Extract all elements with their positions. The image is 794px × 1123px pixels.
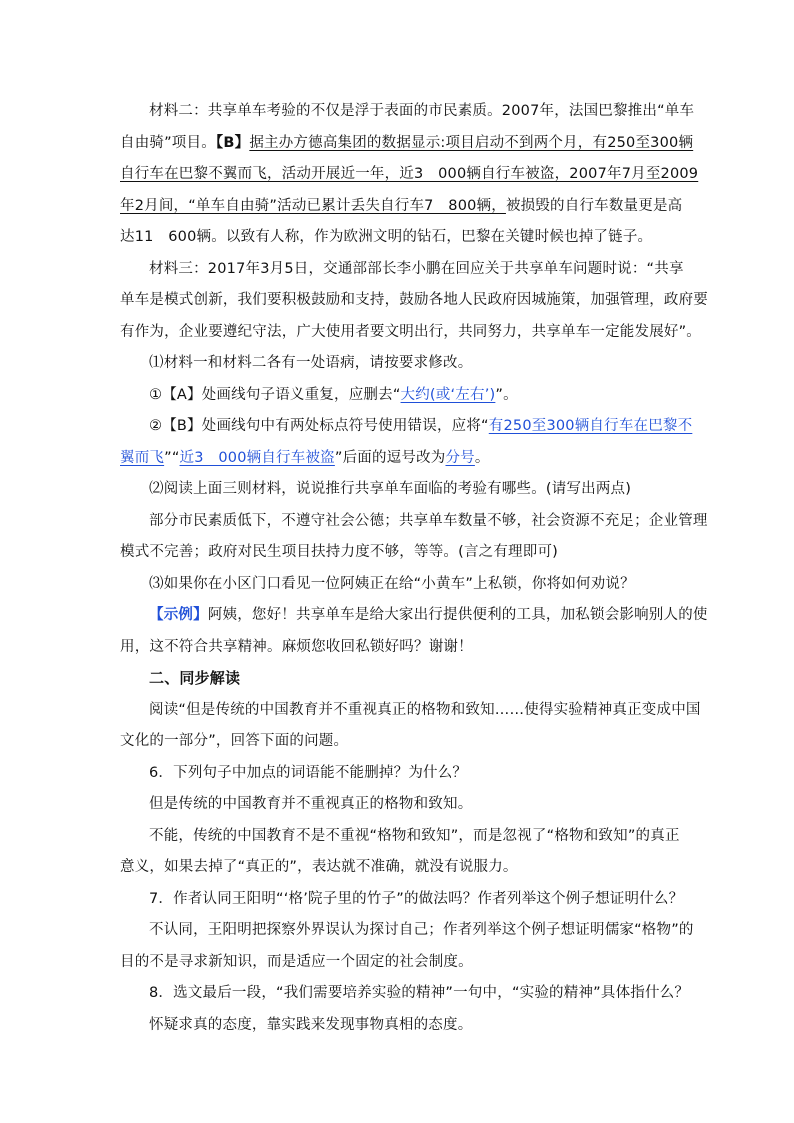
- answer-text: ①【A】处画线句子语义重复，应删去“: [149, 386, 401, 403]
- answer-text: ”。: [495, 386, 518, 403]
- question-text: ⑴材料一和材料二各有一处语病，请按要求修改。: [149, 355, 473, 371]
- answer-text: 意义，如果去掉了“真正的”，表达就不准确，就没有说服力。: [120, 859, 518, 875]
- answer-text: 不认同，王阳明把探察外界误认为探讨自己；作者列举这个例子想证明儒家“格物”的: [149, 922, 694, 938]
- q3-answer-1: [120, 600, 708, 632]
- question-text: ⑵阅读上面三则材料，说说推行共享单车面临的考验有哪些。(请写出两点): [149, 481, 632, 497]
- answer-text: 不能，传统的中国教育不是不重视“格物和致知”，而是忽视了“格物和致知”的真正: [149, 827, 680, 844]
- material3-line-1: [120, 254, 684, 286]
- section-title: 二、同步解读: [149, 669, 241, 687]
- q7-answer-2: [120, 947, 676, 979]
- material3-line-3: [120, 317, 702, 349]
- answer-text: 。: [474, 449, 490, 466]
- answer-fill: 分号: [445, 449, 475, 466]
- q1-answer-2: [120, 411, 693, 443]
- q7-answer-1: [120, 915, 694, 947]
- section-heading: [120, 663, 676, 695]
- material2-text: 材料二：共享单车考验的不仅是浮于表面的市民素质。2007年，法国巴黎推出“单车: [149, 103, 695, 119]
- answer-fill: 有250至300辆自行车在巴黎不: [488, 418, 693, 434]
- q7-stem: [120, 884, 684, 916]
- q1-answer-1: [120, 380, 676, 412]
- marker-b: 【B】: [215, 134, 250, 151]
- underlined-sentence-b: 据主办方德高集团的数据显示:项目启动不到两个月，有250至300辆: [249, 134, 694, 151]
- question-text: ⑶如果你在小区门口看见一位阿姨正在给“小黄车”上私锁，你将如何劝说？: [149, 575, 635, 592]
- q6-answer-1: [120, 821, 680, 853]
- q2-answer-2: [120, 537, 676, 569]
- material2-line-5: [120, 222, 676, 254]
- answer-fill: 大约(或‘左右’): [400, 386, 496, 403]
- answer-fill: 近3 000辆自行车被盗: [179, 449, 335, 466]
- answer-text: 目的不是寻求新知识，而是适应一个固定的社会制度。: [120, 953, 473, 970]
- answer-text: ②【B】处画线句中有两处标点符号使用错误，应将“: [149, 418, 489, 434]
- material3-text: 材料三：2017年3月5日，交通部部长李小鹏在回应关于共享单车问题时说：“共享: [149, 260, 684, 277]
- q3-answer-2: [120, 632, 676, 664]
- example-tag: 【示例】: [149, 607, 208, 623]
- quoted-sentence: 但是传统的中国教育并不重视真正的格物和致知。: [149, 796, 473, 812]
- question-text: 8．选文最后一段，“我们需要培养实验的精神”一句中，“实验的精神”具体指什么？: [149, 985, 690, 1001]
- answer-text: ”“: [164, 449, 180, 466]
- material3-text: 单车是模式创新，我们要积极鼓励和支持，鼓励各地人民政府因城施策，加强管理，政府要: [120, 292, 708, 308]
- q6-sentence: [120, 789, 676, 821]
- question-text: 7．作者认同王阳明“‘格’院子里的竹子”的做法吗？作者列举这个例子想证明什么？: [149, 890, 684, 907]
- q8-stem: [120, 978, 690, 1010]
- q1-answer-2-cont: [120, 443, 676, 475]
- material2-text: 达11 600辆。以致有人称，作为欧洲文明的钻石，巴黎在关键时候也掉了链子。: [120, 229, 653, 245]
- material2-line-2: [120, 128, 694, 160]
- material3-line-2: [120, 285, 708, 317]
- reading-text: 文化的一部分”，回答下面的问题。: [120, 733, 349, 749]
- answer-text: 部分市民素质低下，不遵守社会公德；共享单车数量不够，社会资源不充足；企业管理: [149, 512, 708, 529]
- q1-stem: [120, 348, 676, 380]
- q8-answer: [120, 1010, 676, 1042]
- material2-line-4: [120, 191, 683, 223]
- q2-answer-1: [120, 506, 708, 538]
- material2-line-1: [120, 96, 695, 128]
- underlined-sentence-b: 自行车在巴黎不翼而飞，活动开展近一年，近3 000辆自行车被盗，2007年7月至2009: [120, 166, 699, 182]
- q2-stem: [120, 474, 676, 506]
- q3-stem: [120, 569, 676, 601]
- q6-stem: [120, 758, 676, 790]
- answer-text: 怀疑求真的态度，靠实践来发现事物真相的态度。: [149, 1016, 473, 1033]
- reading-text: 阅读“但是传统的中国教育并不重视真正的格物和致知……使得实验精神真正变成中国: [149, 701, 701, 718]
- reading-line-1: [120, 695, 701, 727]
- answer-fill: 翼而飞: [120, 449, 165, 466]
- answer-text: 阿姨，您好！共享单车是给大家出行提供便利的工具，加私锁会影响别人的使: [207, 607, 708, 623]
- answer-text: 模式不完善；政府对民生项目扶持力度不够，等等。(言之有理即可): [120, 544, 559, 560]
- reading-line-2: [120, 726, 676, 758]
- q6-answer-2: [120, 852, 676, 884]
- underlined-sentence-b: 年2月间，“单车自由骑”活动已累计丢失自行车7 800辆，: [120, 197, 506, 214]
- question-text: 6．下列句子中加点的词语能不能删掉？为什么？: [149, 764, 468, 781]
- document-page: [120, 96, 708, 1041]
- material2-line-3: [120, 159, 699, 191]
- material2-text: 被损毁的自行车数量更是高: [505, 197, 683, 214]
- material3-text: 有作为，企业要遵纪守法，广大使用者要文明出行，共同努力，共享单车一定能发展好”。: [120, 323, 702, 340]
- answer-text: ”后面的逗号改为: [334, 449, 446, 466]
- material2-text: 自由骑”项目。: [120, 134, 216, 151]
- answer-text: 用，这不符合共享精神。麻烦您收回私锁好吗？谢谢！: [120, 638, 473, 655]
